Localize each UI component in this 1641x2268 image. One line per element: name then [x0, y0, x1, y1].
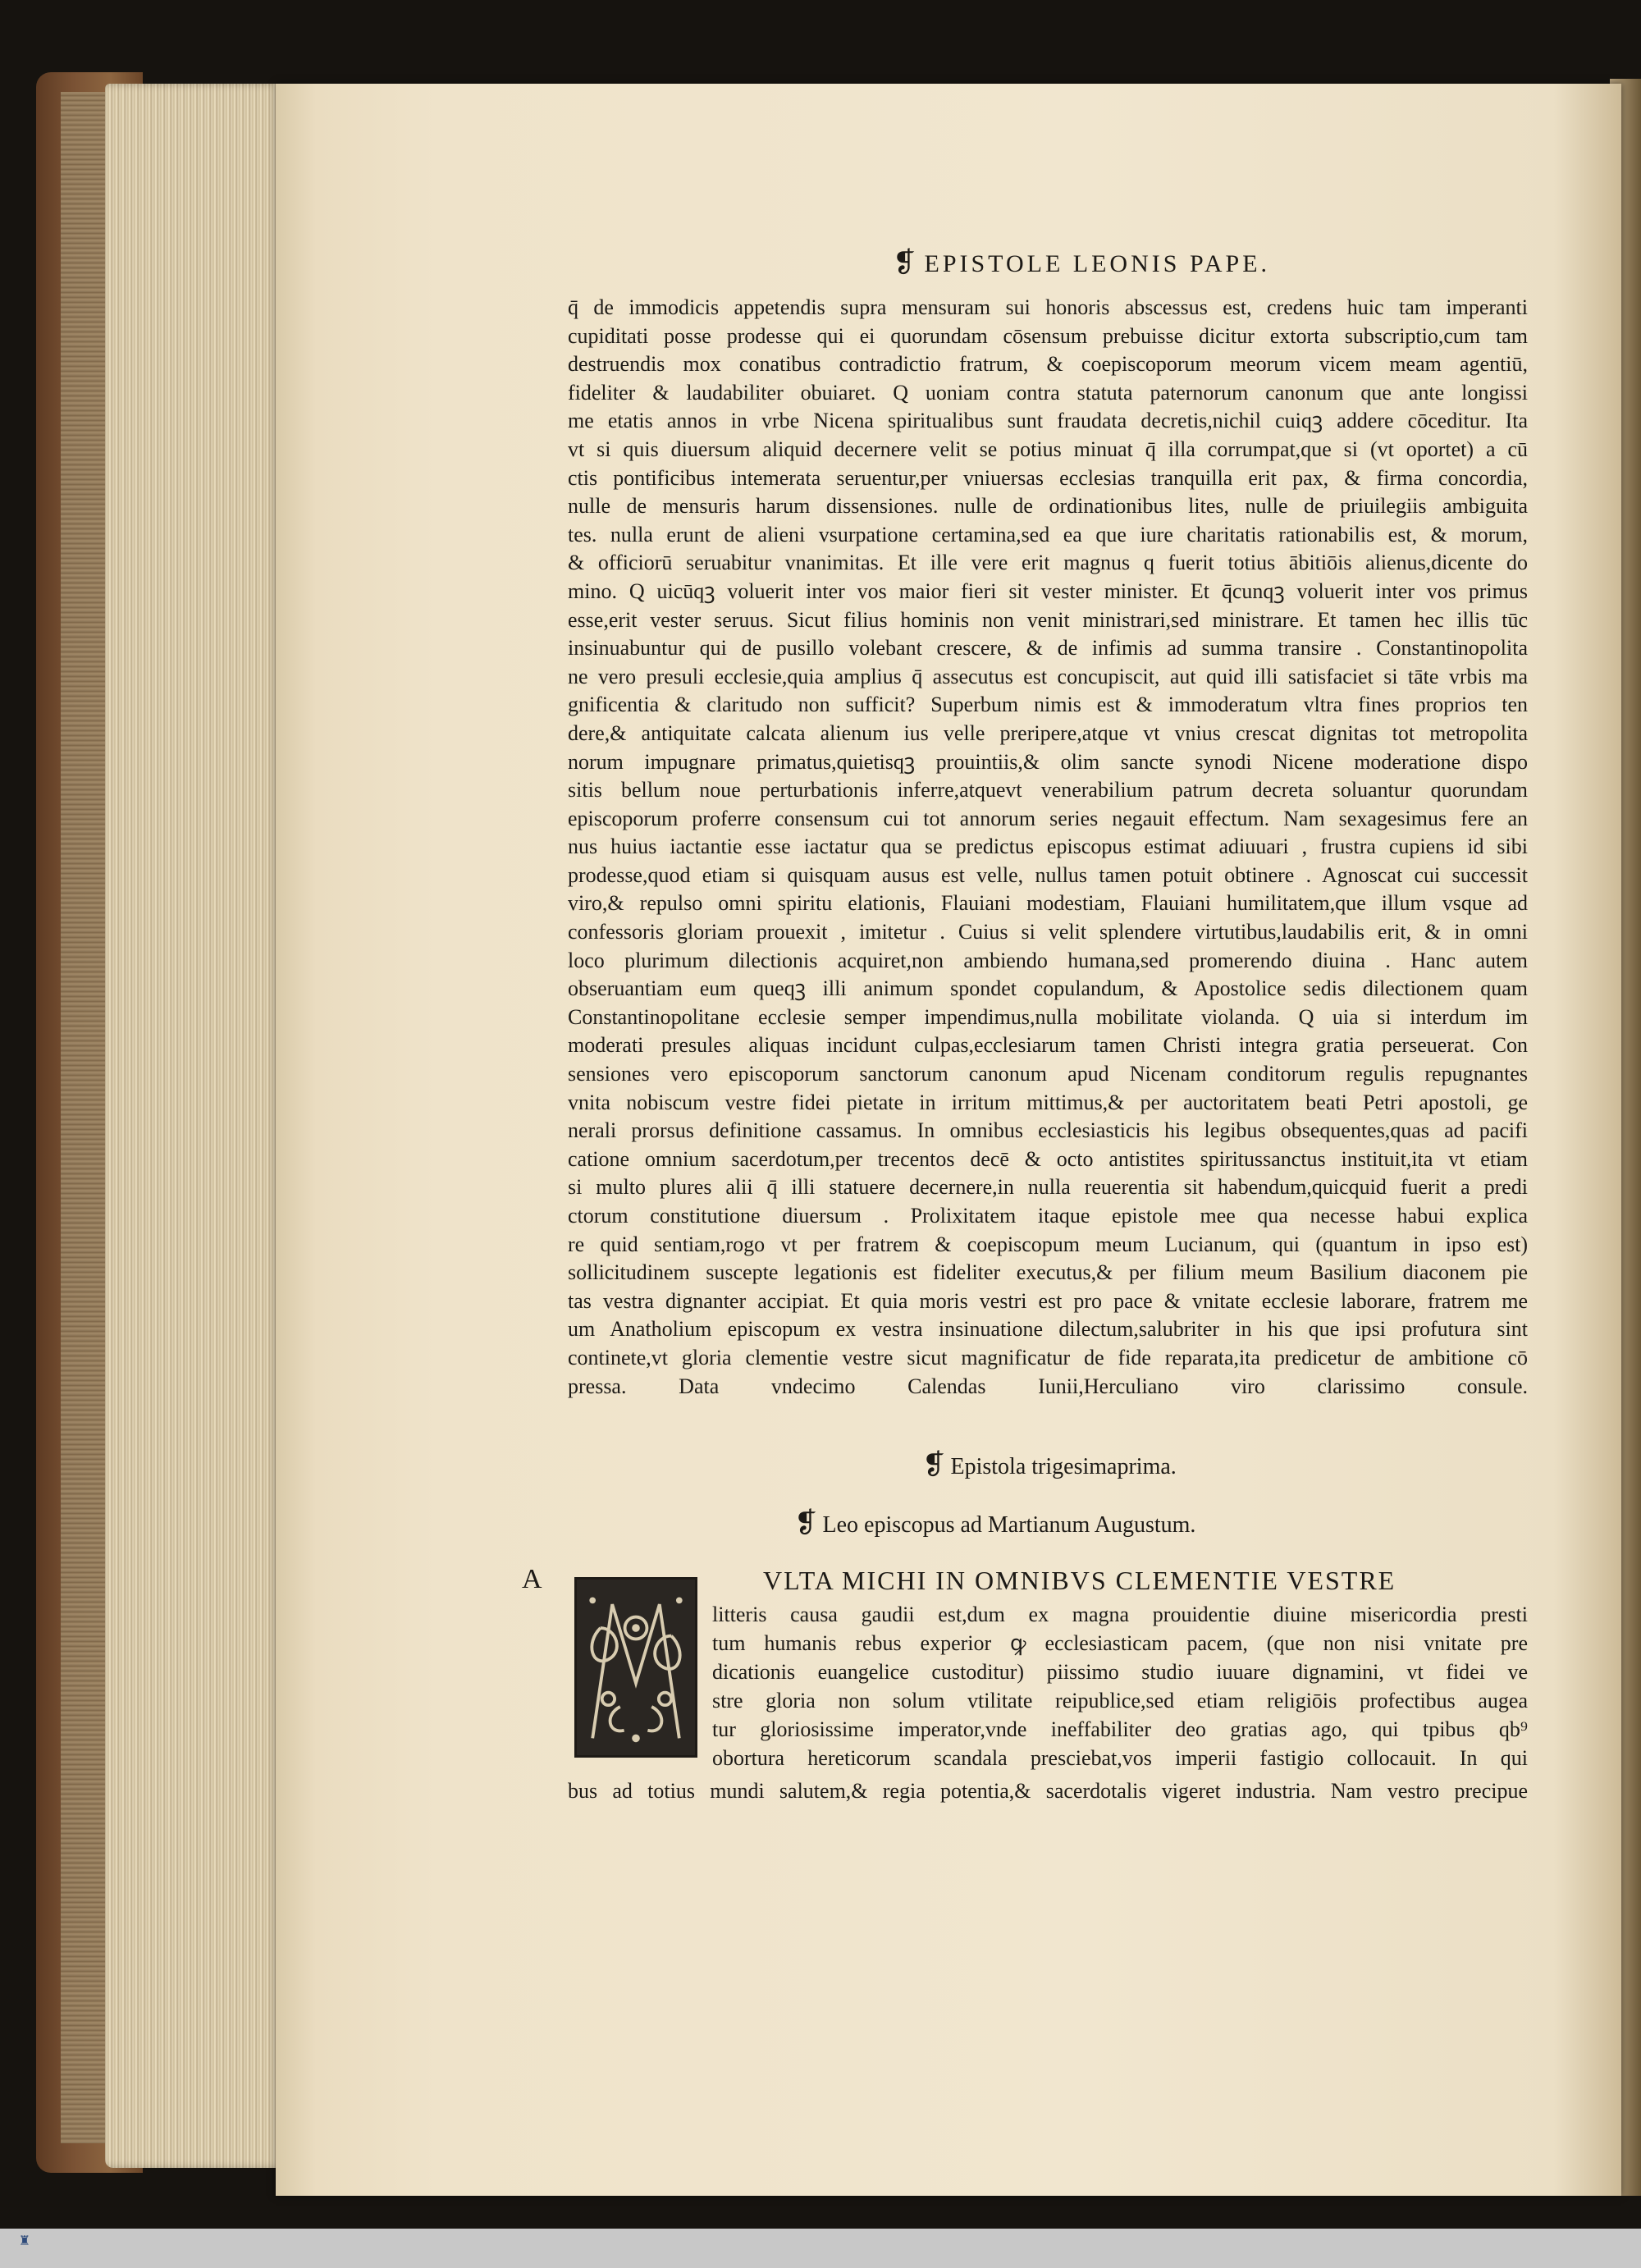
- text-line: nulle de mensuris harum dissensiones. nulle de ordinationibus lites, nulle de priuilegiis ambiguita: [568, 494, 1528, 519]
- text-line: nus huius iactantie esse iactatur qua se predictus episcopus estimat adiuuari , frustra cupiens id sibi: [568, 834, 1528, 859]
- logo-mark-icon: ♜: [18, 2233, 31, 2248]
- text-line: viro,& repulso omni spiritu elationis, Flauiani modestiam, Flauiani humilitatem,que illum vsque ad: [568, 891, 1528, 916]
- text-line: re quid sentiam,rogo vt per fratrem & coepiscopum meum Lucianum, qui (quantum in ipso est): [568, 1232, 1528, 1256]
- text-line: loco plurimum dilectionis acquiret,non ambiendo humana,sed promerendo diuina . Hanc autem: [568, 948, 1528, 972]
- decorated-initial-graphic: [577, 1580, 695, 1755]
- incipit-capitals: VLTA MICHI IN OMNIBVS CLEMENTIE VESTRE: [763, 1566, 1396, 1595]
- text-line: pressa. Data vndecimo Calendas Iunii,Herculiano viro clarissimo consule.: [568, 1374, 1528, 1398]
- text-line: sensiones vero episcoporum sanctorum canonum apud Nicenam conditorum regulis repugnantes: [568, 1062, 1528, 1086]
- text-line: vnita nobiscum vestre fidei pietate in irritum mittimus,& per auctoritatem beati Petri apostoli, ge: [568, 1090, 1528, 1114]
- text-line: moderati presules aliquas incidunt culpas,ecclesiarum tamen Christi integra gratia perseuerat. Con: [568, 1033, 1528, 1058]
- text-line: tes. nulla erunt de alieni vsurpatione certamina,sed ea que iure charitatis rationabilis est, & morum,: [568, 522, 1528, 546]
- text-line: obseruantiam eum queqꝫ illi animum spondet copulandum, & Apostolice sedis dilectionem quam: [568, 976, 1528, 1001]
- section-letter: A: [522, 1564, 542, 1594]
- text-line: norum impugnare primatus,quietisqꝫ prouintiis,& olim sancte synodi Nicene moderatione dispo: [568, 749, 1528, 774]
- main-text-block: [568, 294, 1528, 1401]
- letter-line: litteris causa gaudii est,dum ex magna prouidentie diuine misericordia presti: [712, 1603, 1528, 1626]
- text-line: fideliter & laudabiliter obuiaret. Q uoniam contra statuta paternorum canonum que ante longissi: [568, 380, 1528, 405]
- decorated-initial-icon: [574, 1577, 697, 1758]
- text-line: um Anatholium episcopum ex vestra insinuatione dilectum,salubriter in his que ipsi profutura sint: [568, 1317, 1528, 1342]
- text-line: vt si quis diuersum aliquid decernere velit se potius minuat q̄ illa corrumpat,que si (vt oportet) a cū: [568, 437, 1528, 461]
- text-line: sitis bellum noue perturbationis inferre,atquevt venerabilium patrum decreta soluantur quorundam: [568, 778, 1528, 802]
- text-line: prodesse,quod etiam si quisquam ausus est velle, nullus tamen potuit obtinere . Agnoscat cui successit: [568, 862, 1528, 887]
- text-line: nerali prorsus definitione cassamus. In omnibus ecclesiasticis his legibus obsequentes,quas ad pacifi: [568, 1118, 1528, 1143]
- letter-line: obortura hereticorum scandala presciebat,vos imperii fastigio collocauit. In qui: [712, 1746, 1528, 1770]
- text-line: cupiditati posse prodesse qui ei quorundam cōsensum prebuisse dicitur extorta subscriptio,cum tam: [568, 323, 1528, 348]
- text-line: dere,& antiquitate calcata alienum ius velle preripere,atque vt vnius crescat dignitas tot metropolita: [568, 720, 1528, 745]
- text-line: sollicitudinem suscepte legationis est fideliter executus,& per filium meum Basilium diaconem pie: [568, 1260, 1528, 1285]
- letter-line: tur gloriosissime imperator,vnde ineffabiliter deo gratias ago, qui tpibus qb⁹: [712, 1717, 1528, 1741]
- text-line: destruendis mox conatibus contradictio fratrum, & coepiscoporum meorum vicem meam agentiū,: [568, 352, 1528, 377]
- rubric-epistola: [922, 1448, 1177, 1481]
- letter-line: dicationis euangelice custoditur) piissimo studio iuuare dignamini, vt fidei ve: [712, 1660, 1528, 1684]
- text-line: q̄ de immodicis appetendis supra mensuram sui honoris abscessus est, credens huic tam imperanti: [568, 295, 1528, 319]
- letter-tail-block: [568, 1776, 1528, 1805]
- letter-line: tum humanis rebus experior ꝙ ecclesiasticam pacem, (que non nisi vnitate pre: [712, 1631, 1528, 1655]
- text-line: confessoris gloriam prouexit , imitetur . Cuius si velit splendere virtutibus,laudabilis erit, & in omni: [568, 920, 1528, 944]
- letter-text-block: [712, 1600, 1528, 1772]
- text-line: esse,erit vester seruus. Sicut filius hominis non venit ministrari,sed ministrare. Et tamen hec illis tūc: [568, 607, 1528, 632]
- text-line: & officiorū seruabitur vnanimitas. Et ille vere erit magnus q fuerit totius ābitiōis alienus,dicente do: [568, 551, 1528, 575]
- text-line: ctis pontificibus intemerata seruentur,per vniuersas ecclesias tranquilla erit pax, & firma concordia,: [568, 465, 1528, 490]
- page-edges: [105, 84, 287, 2168]
- text-line: ne vero presuli ecclesie,quia amplius q̄ assecutus est concupiscit, aut quid illi satisfaciet si tāte vrbis ma: [568, 664, 1528, 688]
- text-line: tas vestra dignanter accipiat. Et quia moris vestri est pro pace & vnitate ecclesie laborare, fratrem me: [568, 1288, 1528, 1313]
- letter-line: stre gloria non solum vtilitate reipublice,sed etiam religiōis profectibus augea: [712, 1689, 1528, 1712]
- text-line: Constantinopolitane ecclesie semper impendimus,nulla mobilitate violanda. Q uia si interdum im: [568, 1004, 1528, 1029]
- rubric-address: [794, 1507, 1195, 1539]
- text-line: mino. Q uicūqꝫ voluerit inter vos maior fieri sit vester minister. Et q̄cunqꝫ voluerit inter vos primus: [568, 578, 1528, 603]
- paragraph-mark-icon: ❡: [922, 1450, 946, 1480]
- running-head: [893, 246, 1319, 279]
- text-line: gnificentia & claritudo non sufficit? Superbum nimis est & immoderatum vltra fines proprios ten: [568, 693, 1528, 717]
- text-line: si multo plures alii q̄ illi statuere decernere,in nulla reuerentia sit habendum,quicquid fuerit a predi: [568, 1175, 1528, 1200]
- running-head-text: EPISTOLE LEONIS PAPE.: [924, 250, 1271, 277]
- viewer-footer-bar: [0, 2229, 1641, 2268]
- text-line: episcoporum proferre consensum cui tot annorum series negauit effectum. Nam sexagesimus fere an: [568, 806, 1528, 830]
- text-line: continete,vt gloria clementie vestre sicut magnificatur de fide reparata,ita predicetur de ambitione cō: [568, 1345, 1528, 1369]
- institution-logo-icon: [7, 2234, 43, 2266]
- text-line: catione omnium sacerdotum,per trecentos decē & octo antistites spiritussanctus instituit,ita vt etiam: [568, 1146, 1528, 1171]
- text-line: me etatis annos in vrbe Nicena spiritualibus sunt fraudata decretis,nichil cuiqꝫ addere cōceditur. Ita: [568, 409, 1528, 433]
- paragraph-mark-icon: ❡: [794, 1508, 818, 1539]
- text-line: insinuabuntur qui de pusillo volebant crescere, & de infimis ad summa transire . Constantinopolita: [568, 636, 1528, 661]
- paragraph-mark-icon: ❡: [893, 248, 920, 278]
- rubric-address-text: Leo episcopus ad Martianum Augustum.: [822, 1512, 1196, 1538]
- letter-line: bus ad totius mundi salutem,& regia potentia,& sacerdotalis vigeret industria. Nam vestro precipue: [568, 1779, 1528, 1803]
- text-line: ctorum constitutione diuersum . Prolixitatem itaque epistole mee qua necesse habui explica: [568, 1204, 1528, 1228]
- rubric-epistola-text: Epistola trigesimaprima.: [950, 1454, 1177, 1479]
